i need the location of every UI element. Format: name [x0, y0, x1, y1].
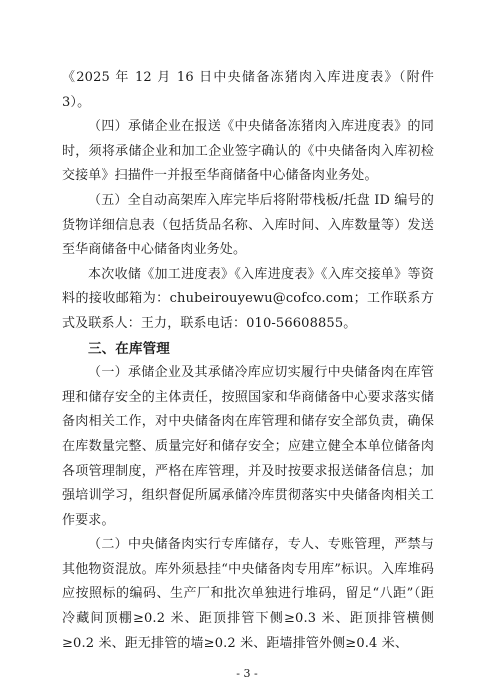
paragraph-continuation: 《2025 年 12 月 16 日中央储备冻猪肉入库进度表》（附件 3）。: [62, 70, 434, 110]
paragraph-storage-2: （二）中央储备肉实行专库储存，专人、专账管理，严禁与其他物资混放。库外须悬挂“中央储备肉专用库”标识。入库堆码应按照标的编码、生产厂和批次单独进行堆码，留足“八距”（距冷藏间顶棚≥0.2 米、距顶排管下侧≥0.3 米、距顶排管横侧≥0.2 米、距无排管的墙≥0.2 米、距墙排管外侧≥0.4 米、: [62, 537, 434, 651]
paragraph-item-4: （四）承储企业在报送《中央储备冻猪肉入库进度表》的同时，须将承储企业和加工企业签字确认的《中央储备肉入库初检交接单》扫描件一并报至华商储备中心储备肉业务处。: [62, 119, 434, 184]
paragraph-storage-1: （一）承储企业及其承储冷库应切实履行中央储备肉在库管理和储存安全的主体责任，按照国家和华商储备中心要求落实储备肉相关工作，对中央储备肉在库管理和储存安全部负责，确保在库数量完整、质量完好和储存安全；应建立健全本单位储备肉各项管理制度，严格在库管理，并及时按要求报送储备信息；加强培训学习，组织督促所属承储冷库贯彻落实中央储备肉相关工作要求。: [62, 365, 434, 528]
section-heading: 三、在库管理: [88, 340, 170, 357]
paragraph-item-5: （五）全自动高架库入库完毕后将附带栈板/托盘 ID 编号的货物详细信息表（包括货品名称、入库时间、入库数量等）发送至华商储备中心储备肉业务处。: [62, 192, 434, 258]
document-body: [62, 66, 434, 656]
page-number: - 3 -: [236, 667, 258, 680]
paragraph-contact-info: 本次收储《加工进度表》《入库进度表》《入库交接单》等资料的接收邮箱为：chubeirouyewu@cofco.com；工作联系方式及联系人：王力，联系电话：010-56608855。: [62, 266, 434, 331]
